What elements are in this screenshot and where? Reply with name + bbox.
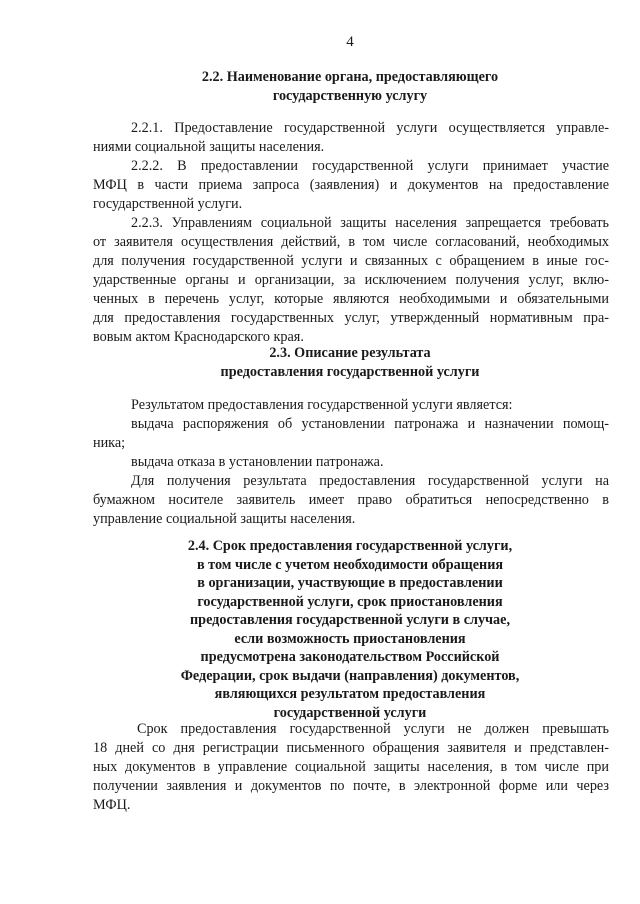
- heading-line: предусмотрена законодательством Российской: [200, 649, 500, 665]
- paragraph-line: выдача распоряжения об установлении патронажа и назначении помощ-: [131, 416, 609, 432]
- heading-line: предоставления государственной услуги в случае,: [190, 612, 510, 628]
- paragraph-line: ниями социальной защиты населения.: [93, 139, 325, 155]
- section-2-4-body: [93, 720, 609, 815]
- heading-line: государственной услуги, срок приостановления: [197, 593, 503, 610]
- page-number: 4: [346, 34, 354, 50]
- paragraph-line: от заявителя осуществления действий, в том числе согласований, необходимых: [93, 234, 609, 250]
- heading-line: 2.4. Срок предоставления государственной услуги,: [187, 538, 513, 554]
- paragraph-line: бумажном носителе заявитель имеет право обратиться непосредственно в: [93, 492, 609, 508]
- paragraph-line: государственной услуги.: [93, 196, 243, 212]
- paragraph-line: для предоставления государственных услуг, утвержденный нормативным пра-: [93, 310, 609, 326]
- paragraph-line: выдача отказа в установлении патронажа.: [131, 454, 384, 470]
- heading-line: в организации, участвующие в предоставлении: [197, 575, 503, 591]
- heading-line: являющихся результатом предоставления: [214, 686, 486, 702]
- paragraph-line: МФЦ в части приема запроса (заявления) и документов на предоставление: [93, 177, 609, 193]
- section-2-3-body: [93, 396, 609, 529]
- paragraph-line: МФЦ.: [93, 797, 131, 813]
- paragraph-line: ченных в перечень услуг, которые являются необходимыми и обязательными: [93, 291, 609, 307]
- paragraph-line: 2.2.3. Управлениям социальной защиты населения запрещается требовать: [131, 215, 609, 231]
- heading-line: государственной услуги: [273, 704, 427, 721]
- paragraph-line: управление социальной защиты населения.: [93, 511, 356, 527]
- section-2-2-heading: [90, 68, 610, 105]
- section-2-4-heading: [90, 537, 610, 722]
- paragraph-line: получении заявления и документов по почте, в электронной форме или через: [93, 778, 609, 794]
- heading-line: в том числе с учетом необходимости обращения: [196, 556, 504, 573]
- paragraph-line: 2.2.1. Предоставление государственной услуги осуществляется управле-: [131, 120, 609, 136]
- paragraph-line: вовым актом Краснодарского края.: [93, 329, 304, 345]
- paragraph-line: 2.2.2. В предоставлении государственной услуги принимает участие: [131, 158, 609, 174]
- section-2-2-body: [93, 119, 609, 347]
- paragraph-line: Срок предоставления государственной услуги не должен превышать: [137, 721, 609, 737]
- paragraph-line: ных документов в управление социальной защиты населения, в том числе при: [93, 759, 609, 775]
- paragraph-line: ударственные органы и организации, за исключением получения услуг, вклю-: [93, 272, 609, 288]
- section-2-3-heading: [90, 344, 610, 381]
- paragraph-line: Результатом предоставления государственной услуги является:: [131, 397, 513, 413]
- paragraph-line: для получения государственной услуги и связанных с обращением в иные гос-: [93, 253, 609, 269]
- paragraph-line: 18 дней со дня регистрации письменного обращения заявителя и представлен-: [93, 740, 609, 756]
- paragraph-line: Для получения результата предоставления государственной услуги на: [131, 473, 609, 489]
- heading-line: Федерации, срок выдачи (направления) документов,: [180, 667, 520, 684]
- heading-line: если возможность приостановления: [234, 630, 466, 647]
- heading-line: государственную услугу: [272, 87, 428, 104]
- heading-line: предоставления государственной услуги: [220, 363, 480, 380]
- heading-line: 2.3. Описание результата: [269, 345, 431, 361]
- heading-line: 2.2. Наименование органа, предоставляющего: [201, 69, 499, 85]
- paragraph-line: ника;: [93, 435, 126, 451]
